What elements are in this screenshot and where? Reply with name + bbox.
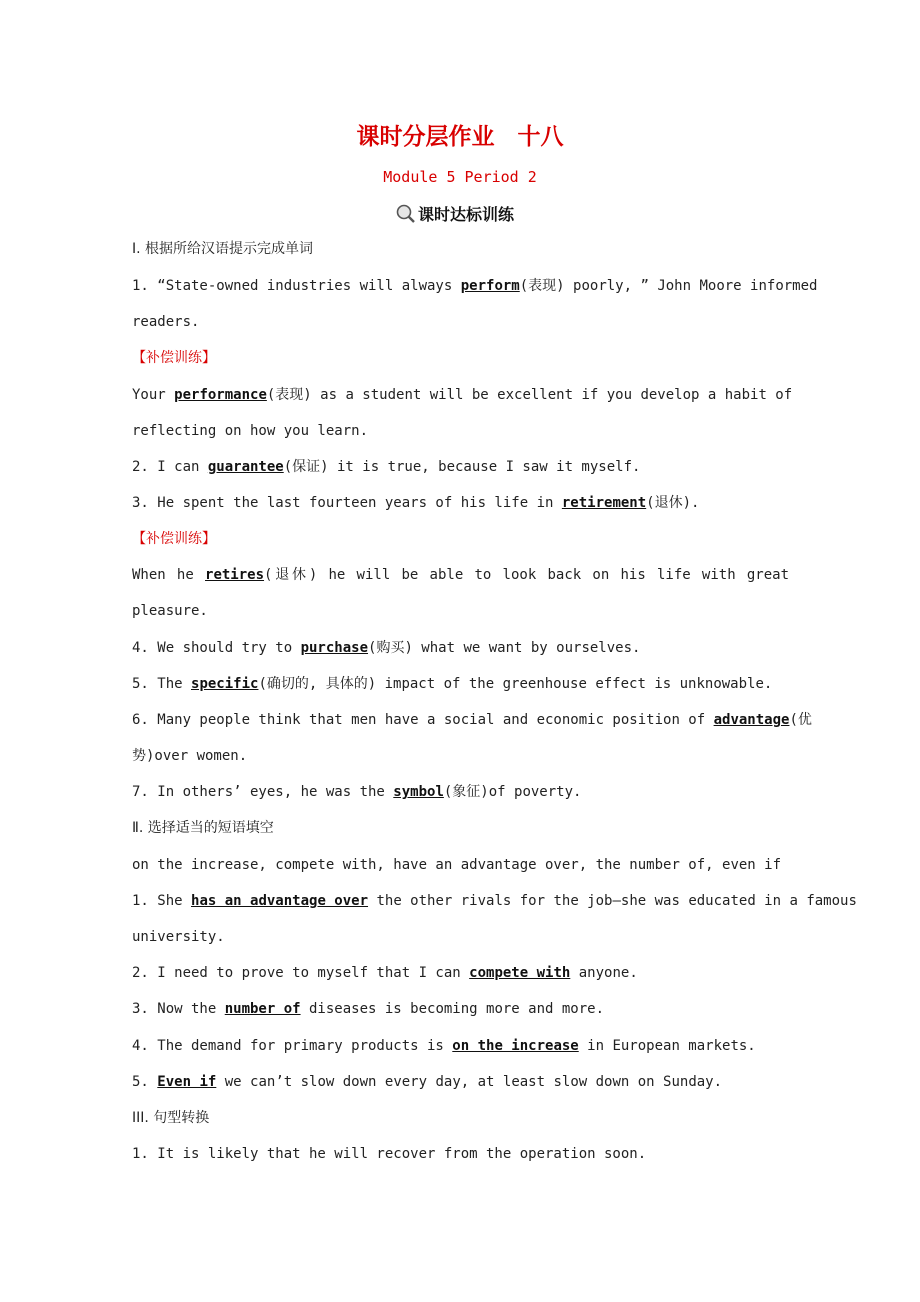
s1-q5: 5. The specific(确切的, 具体的) impact of the greenhouse effect is unknowable.	[132, 676, 773, 692]
answer: retires	[205, 567, 265, 583]
answer: guarantee	[207, 459, 284, 475]
answer: compete with	[469, 965, 571, 981]
answer: has an advantage over	[191, 893, 369, 909]
badge-label: 课时达标训练	[418, 204, 515, 224]
answer: on the increase	[452, 1038, 579, 1054]
compensation-label: 【补偿训练】	[132, 531, 216, 547]
s1-q6-cont: 势)over women.	[132, 748, 248, 764]
section1-heading: Ⅰ. 根据所给汉语提示完成单词	[132, 241, 314, 257]
s1-q2: 2. I can guarantee(保证) it is true, because I saw it myself.	[132, 459, 641, 475]
answer: performance	[174, 387, 267, 403]
section-badge	[396, 200, 514, 226]
s1-q1-cont: readers.	[132, 314, 200, 330]
s2-q3: 3. Now the number of diseases is becoming more and more.	[132, 1001, 605, 1017]
s2-q1-cont: university.	[132, 929, 225, 945]
s2-q5: 5. Even if we can’t slow down every day, at least slow down on Sunday.	[132, 1074, 723, 1090]
s1-q3: 3. He spent the last fourteen years of his life in retirement(退休).	[132, 495, 700, 511]
s1-c2: When he retires(退休) he will be able to look back on his life with great	[132, 567, 789, 583]
page-subtitle: Module 5 Period 2	[383, 168, 537, 186]
s1-c1: Your performance(表现) as a student will be excellent if you develop a habit of	[132, 387, 793, 403]
s2-q2: 2. I need to prove to myself that I can compete with anyone.	[132, 965, 638, 981]
answer: specific	[191, 676, 259, 692]
phrase-options: on the increase, compete with, have an advantage over, the number of, even if	[132, 857, 782, 873]
s1-q6: 6. Many people think that men have a social and economic position of advantage(优	[132, 712, 812, 728]
section3-heading: III. 句型转换	[132, 1110, 210, 1126]
section2-heading: Ⅱ. 选择适当的短语填空	[132, 820, 274, 836]
s2-q4: 4. The demand for primary products is on the increase in European markets.	[132, 1038, 756, 1054]
s1-c2-cont: pleasure.	[132, 603, 208, 619]
s1-q1: 1. “State-owned industries will always perform(表现) poorly, ” John Moore informed	[132, 278, 818, 294]
answer: retirement	[561, 495, 647, 511]
s1-q7: 7. In others’ eyes, he was the symbol(象征)of poverty.	[132, 784, 582, 800]
s1-q4: 4. We should try to purchase(购买) what we want by ourselves.	[132, 640, 641, 656]
answer: perform	[460, 278, 520, 294]
answer: purchase	[300, 640, 369, 656]
page-title: 课时分层作业 十八	[356, 124, 564, 150]
s2-q1: 1. She has an advantage over the other rivals for the job—she was educated in a famous	[132, 893, 857, 909]
s3-q1: 1. It is likely that he will recover from the operation soon.	[132, 1146, 647, 1162]
magnifier-icon	[396, 203, 416, 223]
compensation-label: 【补偿训练】	[132, 350, 216, 366]
answer: Even if	[157, 1074, 217, 1090]
s1-c1-cont: reflecting on how you learn.	[132, 423, 369, 439]
answer: number of	[224, 1001, 301, 1017]
answer: symbol	[393, 784, 444, 800]
answer: advantage	[713, 712, 790, 728]
